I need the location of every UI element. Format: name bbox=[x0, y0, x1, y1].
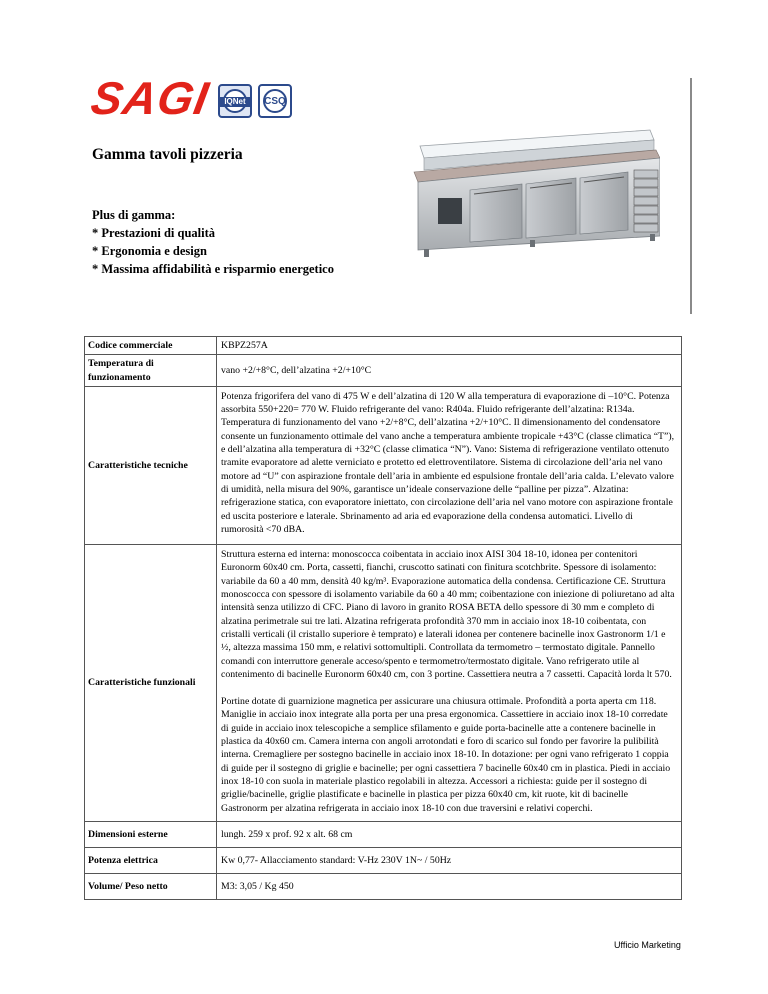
row-label: Codice commerciale bbox=[85, 337, 217, 355]
row-value bbox=[217, 545, 682, 822]
plus-item: * Prestazioni di qualità bbox=[92, 226, 216, 240]
spec-table bbox=[84, 336, 682, 900]
plus-heading: Plus di gamma: bbox=[92, 208, 176, 222]
plus-list bbox=[92, 206, 334, 278]
paragraph: Portine dotate di guarnizione magnetica per assicurare una chiusura ottimale. Profondità a porta aperta cm 118. Maniglie in acciaio inox integrate alla porta per una presa ergonomica. Cassettiere in acciaio inox 18-10 corredate di guide in acciaio inox telescopiche a semplice sfilamento e guide porta-bacinelle atte a contenere bacinelle in plastica da 40x60 cm. Camera interna con angoli arrotondati e foro di scarico sul fondo per favorire la pulibilità interna. Cremagliere per sostegno bacinelle in acciaio inox 18-10. In dotazione: per ogni vano refrigerato 1 coppia di guide per il sostegno di griglie e bacinelle; per ogni cassettiera 7 bacinelle 60x40 cm in plastica. Piedi in acciaio inox 18-10 con suola in materiale plastico regolabili in altezza. Accessori a richiesta: guide per il sostegno di griglie/bacinelle, griglie plastificate e bacinelle in plastica per pizza 60x40 cm, kit ruote, kit di bacinelle Gastronorm per alzatina refrigerata in acciaio inox 18-10 con due traversini e relativi coperchi. bbox=[221, 696, 671, 814]
paragraph: Struttura esterna ed interna: monoscocca coibentata in acciaio inox AISI 304 18-10, idonea per contenitori Euronorm 60x40 cm. Porta, cassetti, fianchi, cruscotto satinati con finitura scotchbrite. Spessore di isolamento: variabile da 60 a 40 mm, densità 40 kg/m³. Evaporazione automatica della condensa. Certificazione CE. Struttura monoscocca con spessore di isolamento variabile da 60 a 40 mm; coibentazione con iniezione di poliuretano ad alta intensità senza utilizzo di CFC. Piano di lavoro in granito ROSA BETA dello spessore di 30 mm e completo di alzatina perimetrale sui tre lati. Alzatina refrigerata profondità 370 mm in acciaio inox 18-10 coibentata, con cristalli verticali (il cristallo superiore è temprato) e laterali idonea per contenere bacinelle inox Gastronorm 1/1 e ½, altezza massima 150 mm, e relativi sottomultipli. Controllata da termometro – termostato digitale. Pannello comandi con interruttore generale acceso/spento e termometro/termostato digitale. Vano refrigerato utile al contenimento di bacinelle Euronorm 60x40 cm, con 3 portine. Cassettiera neutra a 7 cassetti. Capacità lorda lt 570. bbox=[221, 549, 675, 680]
iqnet-certification-icon: IQNet bbox=[218, 84, 252, 118]
row-label: Temperatura di funzionamento bbox=[85, 355, 217, 387]
sagi-logo: SAGI bbox=[87, 72, 214, 124]
table-row bbox=[85, 545, 682, 822]
csq-certification-icon: CSQ bbox=[258, 84, 292, 118]
row-label: Volume/ Peso netto bbox=[85, 873, 217, 899]
plus-item: * Massima affidabilità e risparmio energetico bbox=[92, 262, 334, 276]
page-title: Gamma tavoli pizzeria bbox=[92, 146, 243, 163]
table-row bbox=[85, 337, 682, 355]
vertical-divider bbox=[690, 78, 692, 314]
table-row bbox=[85, 847, 682, 873]
row-label: Potenza elettrica bbox=[85, 847, 217, 873]
row-value: M3: 3,05 / Kg 450 bbox=[217, 873, 682, 899]
table-row bbox=[85, 821, 682, 847]
row-label: Caratteristiche funzionali bbox=[85, 545, 217, 822]
footer-text: Ufficio Marketing bbox=[614, 940, 681, 950]
table-row bbox=[85, 355, 682, 387]
row-value: vano +2/+8°C, dell’alzatina +2/+10°C bbox=[217, 355, 682, 387]
plus-item: * Ergonomia e design bbox=[92, 244, 207, 258]
row-label: Dimensioni esterne bbox=[85, 821, 217, 847]
row-value: lungh. 259 x prof. 92 x alt. 68 cm bbox=[217, 821, 682, 847]
table-row bbox=[85, 386, 682, 544]
row-value: KBPZ257A bbox=[217, 337, 682, 355]
product-image bbox=[410, 128, 660, 258]
row-value: Potenza frigorifera del vano di 475 W e dell’alzatina di 120 W alla temperatura di evaporazione di –10°C. Potenza assorbita 550+220= 770 W. Fluido refrigerante del vano: R404a. Fluido refrigerante dell’alzatina: R134a. Temperatura di funzionamento del vano +2/+8°C, dell’alzatina +2/+10°C. Il dimensionamento del condensatore consente un funzionamento ottimale del vano anche a temperatura ambiente tropicale +43°C (classe climatica “T”), e dell’alzatina alla temperatura di +32°C (classe climatica “N”). Vano: Sistema di refrigerazione ventilato ottenuto tramite evaporatore ad alette verniciato e protetto ed elettroventilatore. Sistema di circolazione dell’aria nel vano motore ad “U” con aspirazione frontale dell’aria in ambiente ed espulsione frontale dell’aria calda. L’elevato valore di umidità, nella misura del 90%, garantisce un’ideale conservazione delle “palline per pizza”. Alzatina: refrigerazione statica, con evaporatore iniettato, con circolazione dell’aria nel vano motore con aspirazione frontale ed uscita posteriore e laterale. Sbrinamento ad aria ed evaporazione della condensa automatici. Livello di rumorosità <70 dBA. bbox=[217, 386, 682, 544]
row-value: Kw 0,77- Allacciamento standard: V-Hz 230V 1N~ / 50Hz bbox=[217, 847, 682, 873]
row-label: Caratteristiche tecniche bbox=[85, 386, 217, 544]
table-row bbox=[85, 873, 682, 899]
header-logos bbox=[87, 72, 312, 124]
